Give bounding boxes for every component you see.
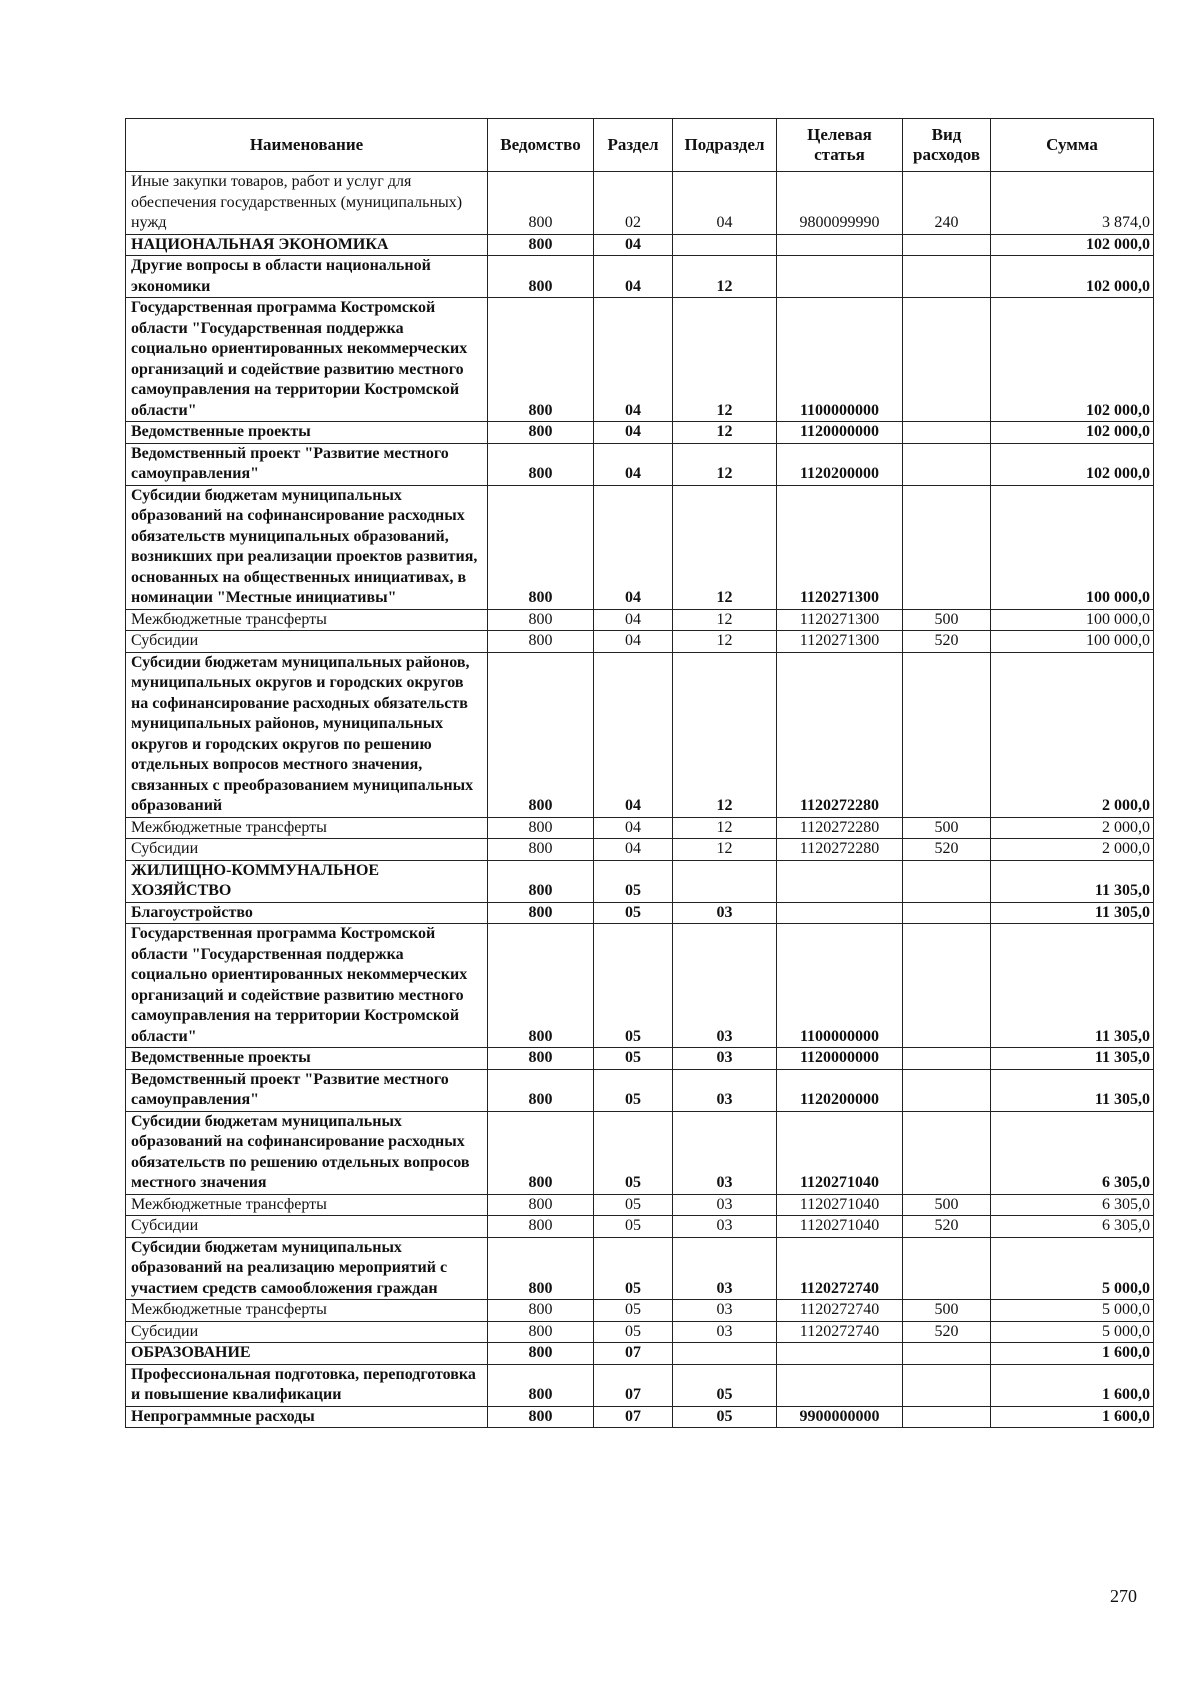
cell-summa: 6 305,0 <box>991 1111 1154 1194</box>
table-row <box>126 443 1154 485</box>
cell-summa: 102 000,0 <box>991 422 1154 444</box>
cell-summa: 5 000,0 <box>991 1300 1154 1322</box>
table-row <box>126 860 1154 902</box>
header-name: Наименование <box>126 119 488 172</box>
cell-vid-raskhodov: 520 <box>903 631 991 653</box>
page-number: 270 <box>1110 1586 1137 1606</box>
cell-razdel: 05 <box>594 1111 673 1194</box>
cell-razdel: 04 <box>594 631 673 653</box>
cell-vedomstvo: 800 <box>488 817 594 839</box>
cell-name: Благоустройство <box>126 902 488 924</box>
cell-razdel: 05 <box>594 924 673 1048</box>
table-row <box>126 1111 1154 1194</box>
cell-name: Ведомственный проект "Развитие местного самоуправления" <box>126 443 488 485</box>
cell-razdel: 07 <box>594 1343 673 1365</box>
cell-summa: 102 000,0 <box>991 298 1154 422</box>
cell-tselevaya-statya: 1120200000 <box>777 1069 903 1111</box>
table-row <box>126 298 1154 422</box>
cell-vedomstvo: 800 <box>488 652 594 817</box>
cell-razdel: 04 <box>594 422 673 444</box>
cell-razdel: 05 <box>594 1194 673 1216</box>
table-row <box>126 1048 1154 1070</box>
cell-vedomstvo: 800 <box>488 1300 594 1322</box>
cell-vid-raskhodov <box>903 234 991 256</box>
table-row <box>126 817 1154 839</box>
cell-name: Субсидии <box>126 1216 488 1238</box>
cell-vedomstvo: 800 <box>488 924 594 1048</box>
table-row <box>126 1216 1154 1238</box>
cell-summa: 3 874,0 <box>991 172 1154 235</box>
table-row <box>126 172 1154 235</box>
cell-vid-raskhodov <box>903 1048 991 1070</box>
cell-tselevaya-statya: 1120271300 <box>777 631 903 653</box>
cell-vedomstvo: 800 <box>488 443 594 485</box>
cell-podrazdel: 12 <box>673 422 777 444</box>
cell-razdel: 04 <box>594 817 673 839</box>
cell-vid-raskhodov <box>903 1364 991 1406</box>
cell-vedomstvo: 800 <box>488 609 594 631</box>
cell-summa: 100 000,0 <box>991 609 1154 631</box>
cell-name: НАЦИОНАЛЬНАЯ ЭКОНОМИКА <box>126 234 488 256</box>
cell-vedomstvo: 800 <box>488 256 594 298</box>
table-row <box>126 839 1154 861</box>
cell-vedomstvo: 800 <box>488 172 594 235</box>
cell-name: Ведомственные проекты <box>126 1048 488 1070</box>
cell-summa: 2 000,0 <box>991 839 1154 861</box>
cell-podrazdel: 05 <box>673 1406 777 1428</box>
cell-razdel: 04 <box>594 298 673 422</box>
table-row <box>126 652 1154 817</box>
cell-tselevaya-statya: 1120272740 <box>777 1300 903 1322</box>
cell-tselevaya-statya: 1120271040 <box>777 1111 903 1194</box>
header-tselevaya-statya: Целевая статья <box>777 119 903 172</box>
cell-tselevaya-statya <box>777 234 903 256</box>
table-row <box>126 1321 1154 1343</box>
table-row <box>126 1406 1154 1428</box>
cell-tselevaya-statya: 1120272740 <box>777 1321 903 1343</box>
table-row <box>126 1343 1154 1365</box>
table-body <box>126 172 1154 1428</box>
table-row <box>126 1364 1154 1406</box>
cell-tselevaya-statya: 1120272280 <box>777 652 903 817</box>
cell-podrazdel: 03 <box>673 1216 777 1238</box>
header-vid-raskhodov: Вид расходов <box>903 119 991 172</box>
cell-summa: 100 000,0 <box>991 485 1154 609</box>
cell-podrazdel <box>673 234 777 256</box>
cell-vid-raskhodov <box>903 1343 991 1365</box>
cell-vedomstvo: 800 <box>488 422 594 444</box>
cell-tselevaya-statya <box>777 256 903 298</box>
budget-table-page <box>125 118 1153 1428</box>
cell-name: Субсидии бюджетам муниципальных образований на софинансирование расходных обязательств муниципальных образований, возникших при реализации проектов развития, основанных на общественных инициативах, в номинации "Местные инициативы" <box>126 485 488 609</box>
header-razdel: Раздел <box>594 119 673 172</box>
cell-tselevaya-statya <box>777 1364 903 1406</box>
cell-podrazdel: 12 <box>673 631 777 653</box>
cell-tselevaya-statya: 1120200000 <box>777 443 903 485</box>
cell-podrazdel: 03 <box>673 1194 777 1216</box>
cell-vid-raskhodov <box>903 256 991 298</box>
cell-vedomstvo: 800 <box>488 298 594 422</box>
cell-razdel: 05 <box>594 1300 673 1322</box>
cell-vid-raskhodov <box>903 298 991 422</box>
cell-vid-raskhodov: 520 <box>903 1216 991 1238</box>
cell-razdel: 04 <box>594 839 673 861</box>
cell-podrazdel: 12 <box>673 298 777 422</box>
cell-vid-raskhodov <box>903 924 991 1048</box>
cell-vedomstvo: 800 <box>488 1048 594 1070</box>
cell-tselevaya-statya: 1120272280 <box>777 839 903 861</box>
cell-name: Государственная программа Костромской области "Государственная поддержка социально ориентированных некоммерческих организаций и содействие развитию местного самоуправления на территории Костромской области" <box>126 924 488 1048</box>
cell-vedomstvo: 800 <box>488 631 594 653</box>
cell-vid-raskhodov: 500 <box>903 817 991 839</box>
cell-razdel: 05 <box>594 1321 673 1343</box>
cell-vid-raskhodov <box>903 860 991 902</box>
cell-summa: 11 305,0 <box>991 860 1154 902</box>
cell-razdel: 05 <box>594 1216 673 1238</box>
cell-summa: 11 305,0 <box>991 902 1154 924</box>
cell-tselevaya-statya: 1120271040 <box>777 1194 903 1216</box>
cell-vid-raskhodov <box>903 1237 991 1300</box>
cell-tselevaya-statya <box>777 902 903 924</box>
cell-tselevaya-statya: 1120000000 <box>777 1048 903 1070</box>
budget-table <box>125 118 1154 1428</box>
cell-podrazdel: 03 <box>673 1237 777 1300</box>
cell-podrazdel: 12 <box>673 817 777 839</box>
cell-razdel: 07 <box>594 1364 673 1406</box>
cell-summa: 5 000,0 <box>991 1237 1154 1300</box>
cell-vid-raskhodov: 240 <box>903 172 991 235</box>
cell-tselevaya-statya: 1120271040 <box>777 1216 903 1238</box>
cell-vedomstvo: 800 <box>488 1321 594 1343</box>
cell-name: Ведомственные проекты <box>126 422 488 444</box>
cell-tselevaya-statya: 9900000000 <box>777 1406 903 1428</box>
cell-summa: 2 000,0 <box>991 817 1154 839</box>
cell-podrazdel: 12 <box>673 609 777 631</box>
cell-name: Другие вопросы в области национальной экономики <box>126 256 488 298</box>
cell-summa: 1 600,0 <box>991 1364 1154 1406</box>
cell-name: Ведомственный проект "Развитие местного самоуправления" <box>126 1069 488 1111</box>
header-podrazdel: Подраздел <box>673 119 777 172</box>
cell-podrazdel: 03 <box>673 902 777 924</box>
cell-tselevaya-statya <box>777 860 903 902</box>
cell-razdel: 05 <box>594 860 673 902</box>
cell-podrazdel: 12 <box>673 256 777 298</box>
cell-tselevaya-statya <box>777 1343 903 1365</box>
cell-razdel: 04 <box>594 485 673 609</box>
cell-razdel: 05 <box>594 1237 673 1300</box>
cell-name: ЖИЛИЩНО-КОММУНАЛЬНОЕ ХОЗЯЙСТВО <box>126 860 488 902</box>
cell-summa: 1 600,0 <box>991 1343 1154 1365</box>
cell-tselevaya-statya: 1120272280 <box>777 817 903 839</box>
cell-name: Государственная программа Костромской области "Государственная поддержка социально ориентированных некоммерческих организаций и содействие развитию местного самоуправления на территории Костромской области" <box>126 298 488 422</box>
cell-vid-raskhodov <box>903 443 991 485</box>
table-row <box>126 631 1154 653</box>
cell-summa: 6 305,0 <box>991 1194 1154 1216</box>
cell-tselevaya-statya: 9800099990 <box>777 172 903 235</box>
table-row <box>126 1300 1154 1322</box>
cell-vedomstvo: 800 <box>488 1111 594 1194</box>
cell-name: Субсидии бюджетам муниципальных районов, муниципальных округов и городских округов на софинансирование расходных обязательств муниципальных районов, муниципальных округов и городских округов по решению отдельных вопросов местного значения, связанных с преобразованием муниципальных образований <box>126 652 488 817</box>
cell-vedomstvo: 800 <box>488 1194 594 1216</box>
cell-podrazdel: 03 <box>673 1321 777 1343</box>
table-row <box>126 902 1154 924</box>
cell-podrazdel: 12 <box>673 443 777 485</box>
cell-name: ОБРАЗОВАНИЕ <box>126 1343 488 1365</box>
cell-vid-raskhodov: 500 <box>903 1300 991 1322</box>
cell-vid-raskhodov: 520 <box>903 1321 991 1343</box>
table-row <box>126 256 1154 298</box>
cell-razdel: 05 <box>594 1069 673 1111</box>
table-header-row <box>126 119 1154 172</box>
cell-vid-raskhodov <box>903 485 991 609</box>
cell-vedomstvo: 800 <box>488 1364 594 1406</box>
cell-podrazdel <box>673 860 777 902</box>
cell-podrazdel: 12 <box>673 652 777 817</box>
cell-podrazdel: 12 <box>673 485 777 609</box>
cell-razdel: 04 <box>594 443 673 485</box>
cell-tselevaya-statya: 1100000000 <box>777 298 903 422</box>
cell-name: Субсидии <box>126 1321 488 1343</box>
cell-tselevaya-statya: 1120000000 <box>777 422 903 444</box>
cell-vid-raskhodov: 500 <box>903 1194 991 1216</box>
cell-summa: 100 000,0 <box>991 631 1154 653</box>
cell-vid-raskhodov <box>903 1406 991 1428</box>
cell-vedomstvo: 800 <box>488 1343 594 1365</box>
cell-name: Субсидии бюджетам муниципальных образований на софинансирование расходных обязательств по решению отдельных вопросов местного значения <box>126 1111 488 1194</box>
cell-name: Субсидии <box>126 839 488 861</box>
cell-vid-raskhodov: 500 <box>903 609 991 631</box>
cell-vedomstvo: 800 <box>488 1406 594 1428</box>
table-row <box>126 234 1154 256</box>
cell-tselevaya-statya: 1120272740 <box>777 1237 903 1300</box>
cell-summa: 11 305,0 <box>991 1048 1154 1070</box>
table-row <box>126 609 1154 631</box>
cell-summa: 1 600,0 <box>991 1406 1154 1428</box>
cell-podrazdel: 03 <box>673 1300 777 1322</box>
cell-name: Субсидии бюджетам муниципальных образований на реализацию мероприятий с участием средств самообложения граждан <box>126 1237 488 1300</box>
cell-name: Иные закупки товаров, работ и услуг для обеспечения государственных (муниципальных) нужд <box>126 172 488 235</box>
cell-podrazdel: 03 <box>673 1048 777 1070</box>
table-row <box>126 1069 1154 1111</box>
cell-name: Профессиональная подготовка, переподготовка и повышение квалификации <box>126 1364 488 1406</box>
cell-razdel: 05 <box>594 1048 673 1070</box>
cell-vedomstvo: 800 <box>488 839 594 861</box>
header-vedomstvo: Ведомство <box>488 119 594 172</box>
cell-name: Межбюджетные трансферты <box>126 817 488 839</box>
cell-razdel: 04 <box>594 234 673 256</box>
cell-vedomstvo: 800 <box>488 1216 594 1238</box>
cell-podrazdel: 03 <box>673 924 777 1048</box>
cell-summa: 5 000,0 <box>991 1321 1154 1343</box>
cell-vedomstvo: 800 <box>488 1237 594 1300</box>
table-row <box>126 1237 1154 1300</box>
cell-vid-raskhodov <box>903 422 991 444</box>
cell-vid-raskhodov <box>903 902 991 924</box>
table-row <box>126 924 1154 1048</box>
cell-tselevaya-statya: 1100000000 <box>777 924 903 1048</box>
cell-razdel: 04 <box>594 609 673 631</box>
cell-vid-raskhodov <box>903 1111 991 1194</box>
cell-summa: 102 000,0 <box>991 234 1154 256</box>
cell-summa: 102 000,0 <box>991 256 1154 298</box>
cell-vedomstvo: 800 <box>488 902 594 924</box>
cell-podrazdel: 04 <box>673 172 777 235</box>
cell-razdel: 05 <box>594 902 673 924</box>
header-summa: Сумма <box>991 119 1154 172</box>
cell-tselevaya-statya: 1120271300 <box>777 609 903 631</box>
cell-vid-raskhodov <box>903 1069 991 1111</box>
cell-name: Субсидии <box>126 631 488 653</box>
cell-name: Межбюджетные трансферты <box>126 1300 488 1322</box>
cell-podrazdel: 05 <box>673 1364 777 1406</box>
cell-summa: 102 000,0 <box>991 443 1154 485</box>
cell-vedomstvo: 800 <box>488 1069 594 1111</box>
cell-podrazdel: 03 <box>673 1069 777 1111</box>
cell-podrazdel: 12 <box>673 839 777 861</box>
cell-razdel: 02 <box>594 172 673 235</box>
cell-vedomstvo: 800 <box>488 860 594 902</box>
cell-summa: 11 305,0 <box>991 924 1154 1048</box>
cell-summa: 6 305,0 <box>991 1216 1154 1238</box>
cell-vedomstvo: 800 <box>488 234 594 256</box>
cell-name: Межбюджетные трансферты <box>126 1194 488 1216</box>
cell-podrazdel <box>673 1343 777 1365</box>
cell-razdel: 04 <box>594 256 673 298</box>
cell-summa: 11 305,0 <box>991 1069 1154 1111</box>
table-row <box>126 485 1154 609</box>
cell-razdel: 04 <box>594 652 673 817</box>
cell-tselevaya-statya: 1120271300 <box>777 485 903 609</box>
cell-podrazdel: 03 <box>673 1111 777 1194</box>
table-row <box>126 422 1154 444</box>
cell-name: Непрограммные расходы <box>126 1406 488 1428</box>
cell-vid-raskhodov <box>903 652 991 817</box>
cell-vid-raskhodov: 520 <box>903 839 991 861</box>
cell-name: Межбюджетные трансферты <box>126 609 488 631</box>
cell-razdel: 07 <box>594 1406 673 1428</box>
table-row <box>126 1194 1154 1216</box>
cell-summa: 2 000,0 <box>991 652 1154 817</box>
cell-vedomstvo: 800 <box>488 485 594 609</box>
